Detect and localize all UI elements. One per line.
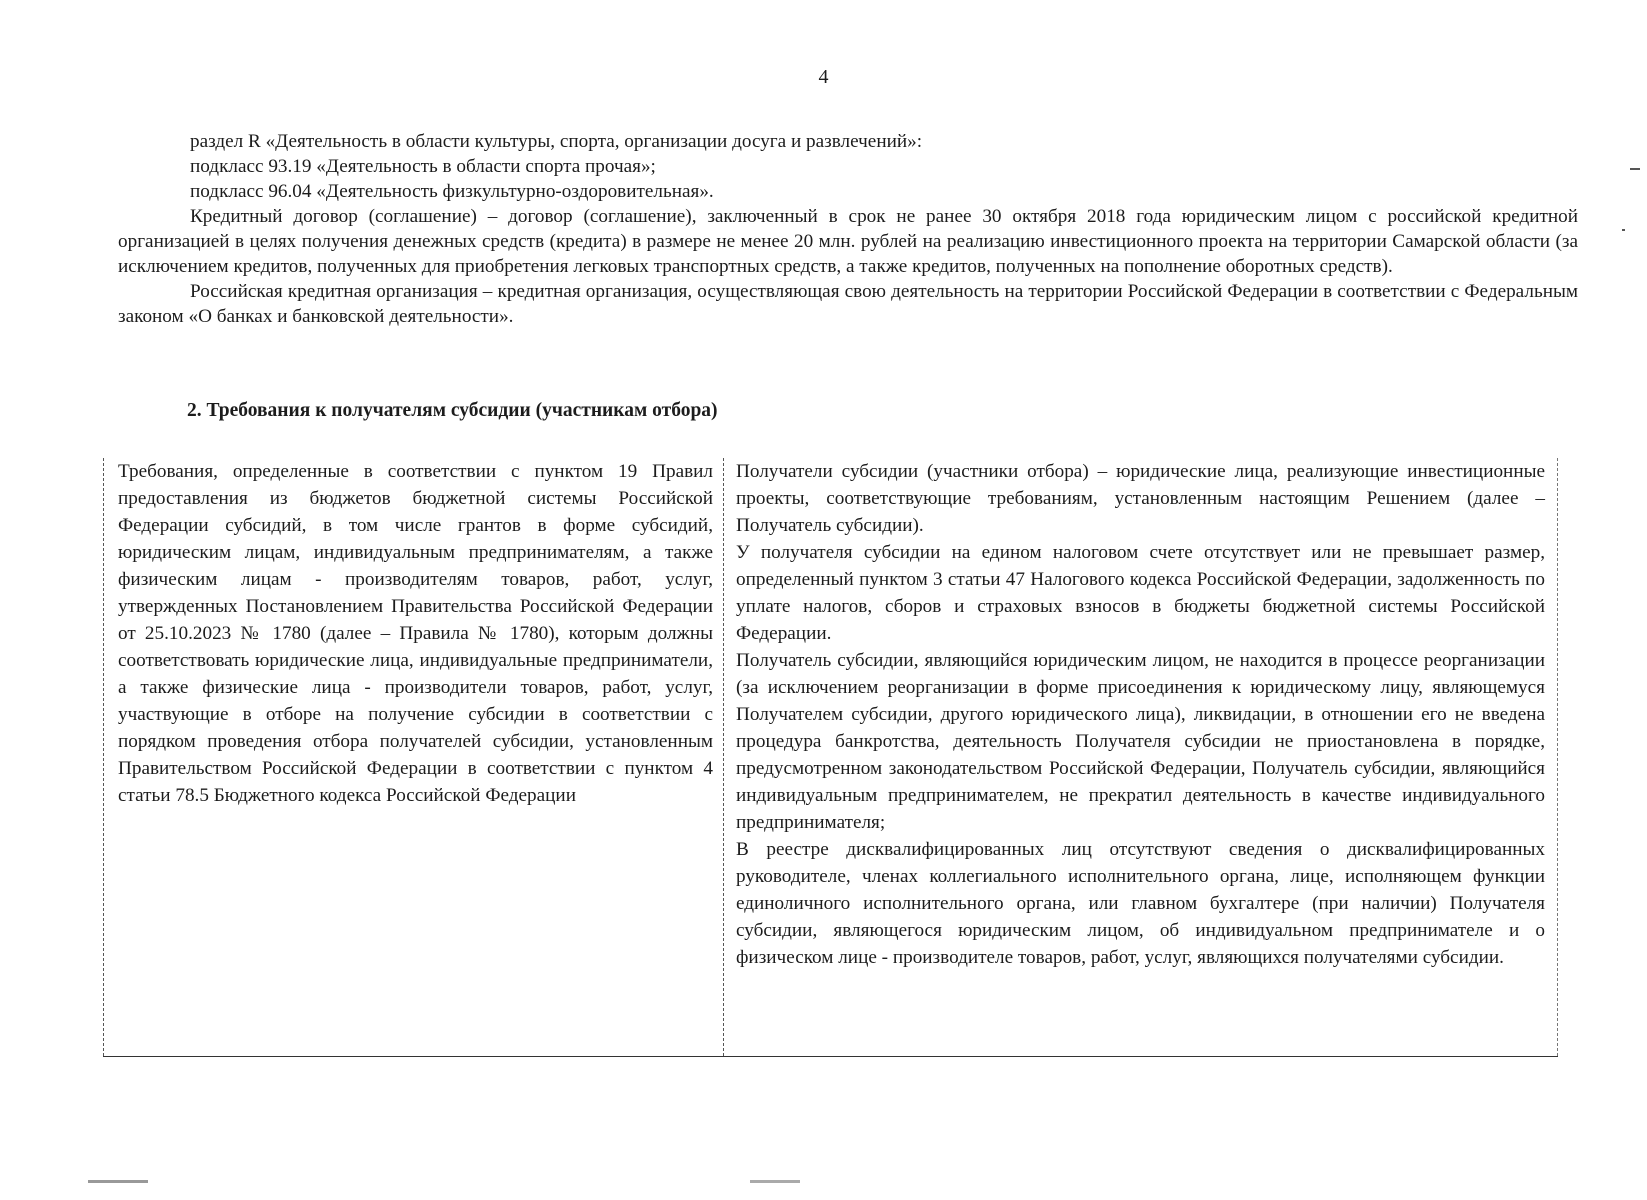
scan-mark	[750, 1180, 800, 1183]
credit-organization-definition: Российская кредитная организация – кредитная организация, осуществляющая свою деятельность на территории Российской Федерации в соответствии с Федеральным законом «О банках и банковской деятельности».	[118, 281, 1578, 327]
okved-subclass-96-04: подкласс 96.04 «Деятельность физкультурно-оздоровительная».	[190, 181, 714, 202]
requirements-right-cell	[723, 458, 1558, 1056]
okved-section-r: раздел R «Деятельность в области культуры, спорта, организации досуга и развлечений»:	[190, 131, 923, 152]
requirement-reorganization: Получатель субсидии, являющийся юридическим лицом, не находится в процессе реорганизации (за исключением реорганизации в форме присоединения к юридическому лицу, являющемуся Получателем субсидии, другого юридического лица), ликвидации, в отношении его не введена процедура банкротства, деятельность Получателя субсидии не приостановлена в порядке, предусмотренном законодательством Российской Федерации, Получатель субсидии, являющийся индивидуальным предпринимателем, не прекратил деятельность в качестве индивидуального предпринимателя;	[736, 650, 1545, 833]
intro-section	[118, 129, 1578, 329]
requirements-table	[103, 458, 1558, 1057]
credit-agreement-definition: Кредитный договор (соглашение) – договор (соглашение), заключенный в срок не ранее 30 октября 2018 года юридическим лицом с российской кредитной организацией в целях получения денежных средств (кредита) в размере не менее 20 млн. рублей на реализацию инвестиционного проекта на территории Самарской области (за исключением кредитов, полученных для приобретения легковых транспортных средств, а также кредитов, полученных на пополнение оборотных средств).	[118, 206, 1578, 277]
scan-mark	[1622, 229, 1625, 231]
requirement-recipients: Получатели субсидии (участники отбора) – юридические лица, реализующие инвестиционные проекты, соответствующие требованиям, установленным настоящим Решением (далее – Получатель субсидии).	[736, 461, 1545, 536]
scan-mark	[1630, 168, 1640, 170]
okved-subclass-93-19: подкласс 93.19 «Деятельность в области спорта прочая»;	[190, 156, 656, 177]
scan-mark	[88, 1180, 148, 1183]
requirements-left-cell	[103, 458, 723, 1056]
page-number: 4	[818, 66, 829, 88]
requirements-basis-text: Требования, определенные в соответствии с пунктом 19 Правил предоставления из бюджетов бюджетной системы Российской Федерации субсидий, в том числе грантов в форме субсидий, юридическим лицам, индивидуальным предпринимателям, а также физическим лицам - производителям товаров, работ, услуг, утвержденных Постановлением Правительства Российской Федерации от 25.10.2023 № 1780 (далее – Правила № 1780), которым должны соответствовать юридические лица, индивидуальные предприниматели, а также физические лица - производители товаров, работ, услуг, участвующие в отборе на получение субсидии в соответствии с порядком проведения отбора получателей субсидии, установленным Правительством Российской Федерации в соответствии с пунктом 4 статьи 78.5 Бюджетного кодекса Российской Федерации	[118, 461, 713, 806]
section-heading: 2. Требования к получателям субсидии (участникам отбора)	[187, 400, 718, 421]
requirement-tax-debt: У получателя субсидии на едином налоговом счете отсутствует или не превышает размер, определенный пунктом 3 статьи 47 Налогового кодекса Российской Федерации, задолженность по уплате налогов, сборов и страховых взносов в бюджеты бюджетной системы Российской Федерации.	[736, 542, 1545, 644]
requirement-disqualified-persons: В реестре дисквалифицированных лиц отсутствуют сведения о дисквалифицированных руководителе, членах коллегиального исполнительного органа, лице, исполняющем функции единоличного исполнительного органа, или главном бухгалтере (при наличии) Получателя субсидии, являющегося юридическим лицом, об индивидуальном предпринимателе и о физическом лице - производителе товаров, работ, услуг, являющихся получателями субсидии.	[736, 839, 1545, 968]
